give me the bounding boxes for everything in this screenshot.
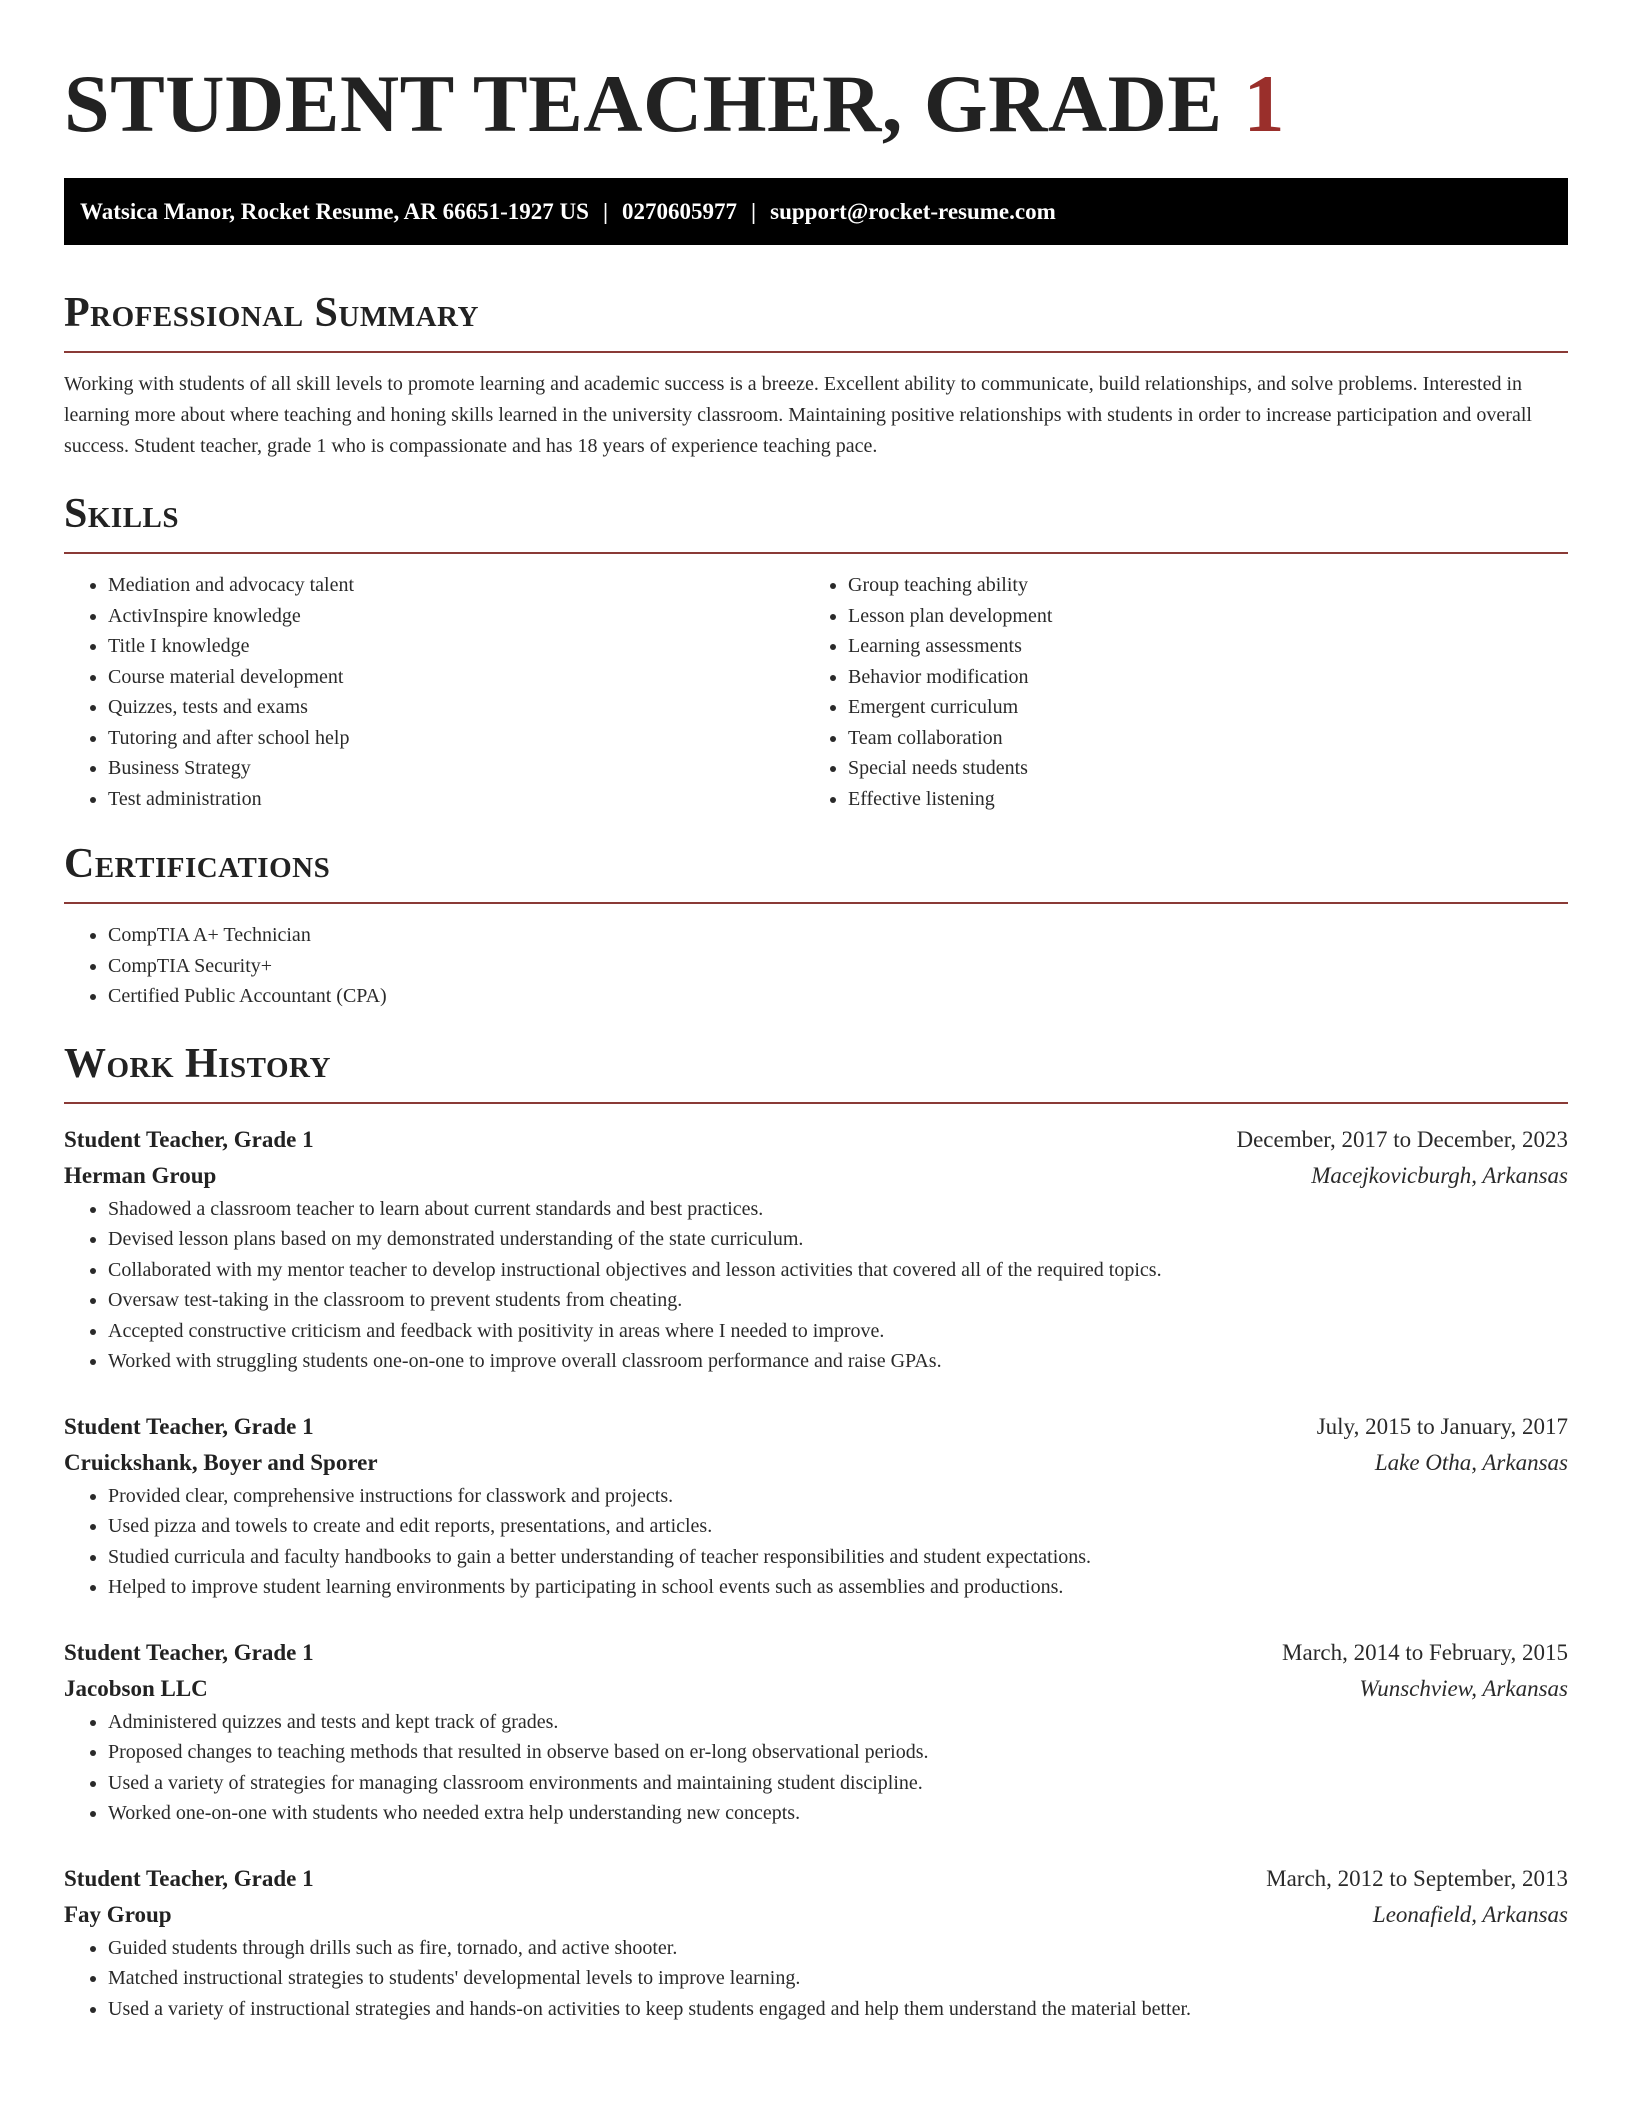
skill-item: • Lesson plan development (848, 601, 1544, 632)
job-bullets (64, 1933, 1568, 2025)
title-accent: 1 (1243, 58, 1286, 149)
job-location: Macejkovicburgh, Arkansas (1311, 1162, 1568, 1188)
skill-item: • Quizzes, tests and exams (108, 692, 804, 723)
job-company-row (64, 1445, 1568, 1481)
job-title-row (64, 1409, 1568, 1445)
skill-item: • Team collaboration (848, 723, 1544, 754)
job-dates: March, 2012 to September, 2013 (1266, 1865, 1568, 1891)
skill-item: • Mediation and advocacy talent (108, 570, 804, 601)
contact-bar (64, 178, 1568, 245)
job-location: Leonafield, Arkansas (1372, 1901, 1568, 1927)
job-company: Herman Group (64, 1162, 217, 1188)
job-company-row (64, 1671, 1568, 1707)
job-dates: March, 2014 to February, 2015 (1282, 1639, 1568, 1665)
job-bullet: • Collaborated with my mentor teacher to develop instructional objectives and lesson activities that covered all of the required topics. (108, 1255, 1568, 1286)
skill-item: • Business Strategy (108, 753, 804, 784)
job-title-row (64, 1122, 1568, 1158)
job-bullet: • Shadowed a classroom teacher to learn about current standards and best practices. (108, 1194, 1568, 1225)
skill-item: • Tutoring and after school help (108, 723, 804, 754)
job-bullets (64, 1707, 1568, 1829)
summary-text: Working with students of all skill levels to promote learning and academic success is a breeze. Excellent ability to communicate, build relationships, and solve problems. Interested in learning more about where teaching and honing skills learned in the university classroom. Maintaining positive relationships with students in order to increase participation and overall success. Student teacher, grade 1 who is compassionate and has 18 years of experience teaching pace. (64, 373, 1532, 457)
skills-list-left (64, 570, 804, 814)
skill-item: • Emergent curriculum (848, 692, 1544, 723)
job-bullet: • Worked one-on-one with students who needed extra help understanding new concepts. (108, 1798, 1568, 1829)
job-title: Student Teacher, Grade 1 (64, 1639, 314, 1665)
skill-item: • Test administration (108, 784, 804, 815)
job-bullet: • Worked with struggling students one-on-one to improve overall classroom performance and raise GPAs. (108, 1346, 1568, 1377)
job-title-row (64, 1861, 1568, 1897)
job-title: Student Teacher, Grade 1 (64, 1865, 314, 1891)
job-entry (64, 1122, 1568, 1377)
skills-list-right (804, 570, 1544, 814)
skill-item: • Behavior modification (848, 662, 1544, 693)
job-bullet: • Proposed changes to teaching methods that resulted in observe based on er-long observational periods. (108, 1737, 1568, 1768)
job-title-row (64, 1635, 1568, 1671)
job-entry (64, 1635, 1568, 1829)
job-bullet: • Guided students through drills such as fire, tornado, and active shooter. (108, 1933, 1568, 1964)
job-location: Wunschview, Arkansas (1359, 1675, 1568, 1701)
contact-address: Watsica Manor, Rocket Resume, AR 66651-1927 US (80, 199, 589, 224)
job-bullet: • Oversaw test-taking in the classroom to prevent students from cheating. (108, 1285, 1568, 1316)
job-company: Cruickshank, Boyer and Sporer (64, 1449, 378, 1475)
contact-phone: 0270605977 (622, 199, 738, 224)
certification-item: • CompTIA A+ Technician (108, 920, 1568, 951)
skills-grid (64, 570, 1568, 814)
job-bullet: • Used a variety of strategies for managing classroom environments and maintaining student discipline. (108, 1768, 1568, 1799)
job-bullets (64, 1481, 1568, 1603)
job-bullet: • Provided clear, comprehensive instructions for classwork and projects. (108, 1481, 1568, 1512)
job-entry (64, 1409, 1568, 1603)
title-main: STUDENT TEACHER, GRADE (64, 58, 1244, 149)
job-location: Lake Otha, Arkansas (1374, 1449, 1568, 1475)
job-bullet: • Accepted constructive criticism and feedback with positivity in areas where I needed to improve. (108, 1316, 1568, 1347)
job-title: Student Teacher, Grade 1 (64, 1126, 314, 1152)
job-company-row (64, 1897, 1568, 1933)
summary-heading: Professional Summary (64, 289, 1568, 353)
contact-separator: | (602, 199, 609, 224)
skill-item: • Group teaching ability (848, 570, 1544, 601)
skill-item: • Effective listening (848, 784, 1544, 815)
resume-title (64, 0, 1568, 152)
skill-item: • Learning assessments (848, 631, 1544, 662)
job-bullet: • Helped to improve student learning environments by participating in school events such as assemblies and productions. (108, 1572, 1568, 1603)
skill-item: • Course material development (108, 662, 804, 693)
job-bullet: • Administered quizzes and tests and kept track of grades. (108, 1707, 1568, 1738)
job-bullet: • Used pizza and towels to create and edit reports, presentations, and articles. (108, 1511, 1568, 1542)
job-title: Student Teacher, Grade 1 (64, 1413, 314, 1439)
certifications-heading: Certifications (64, 840, 1568, 904)
skills-column-left (64, 570, 804, 814)
contact-email: support@rocket-resume.com (770, 199, 1056, 224)
certification-item: • Certified Public Accountant (CPA) (108, 981, 1568, 1012)
job-dates: July, 2015 to January, 2017 (1316, 1413, 1568, 1439)
job-dates: December, 2017 to December, 2023 (1236, 1126, 1568, 1152)
skill-item: • ActivInspire knowledge (108, 601, 804, 632)
skills-column-right (804, 570, 1544, 814)
contact-separator: | (751, 199, 757, 224)
certification-item: • CompTIA Security+ (108, 951, 1568, 982)
certifications-list (64, 920, 1568, 1012)
skill-item: • Special needs students (848, 753, 1544, 784)
skills-heading: Skills (64, 490, 1568, 554)
job-bullet: • Devised lesson plans based on my demonstrated understanding of the state curriculum. (108, 1224, 1568, 1255)
job-company: Jacobson LLC (64, 1675, 208, 1701)
job-bullet: • Studied curricula and faculty handbooks to gain a better understanding of teacher responsibilities and student expectations. (108, 1542, 1568, 1573)
work-history-heading: Work History (64, 1040, 1568, 1104)
job-bullets (64, 1194, 1568, 1377)
job-bullet: • Used a variety of instructional strategies and hands-on activities to keep students engaged and help them understand the material better. (108, 1994, 1568, 2025)
job-bullet: • Matched instructional strategies to students' developmental levels to improve learning. (108, 1963, 1568, 1994)
job-entry (64, 1861, 1568, 2025)
skill-item: • Title I knowledge (108, 631, 804, 662)
job-company-row (64, 1158, 1568, 1194)
job-company: Fay Group (64, 1901, 172, 1927)
